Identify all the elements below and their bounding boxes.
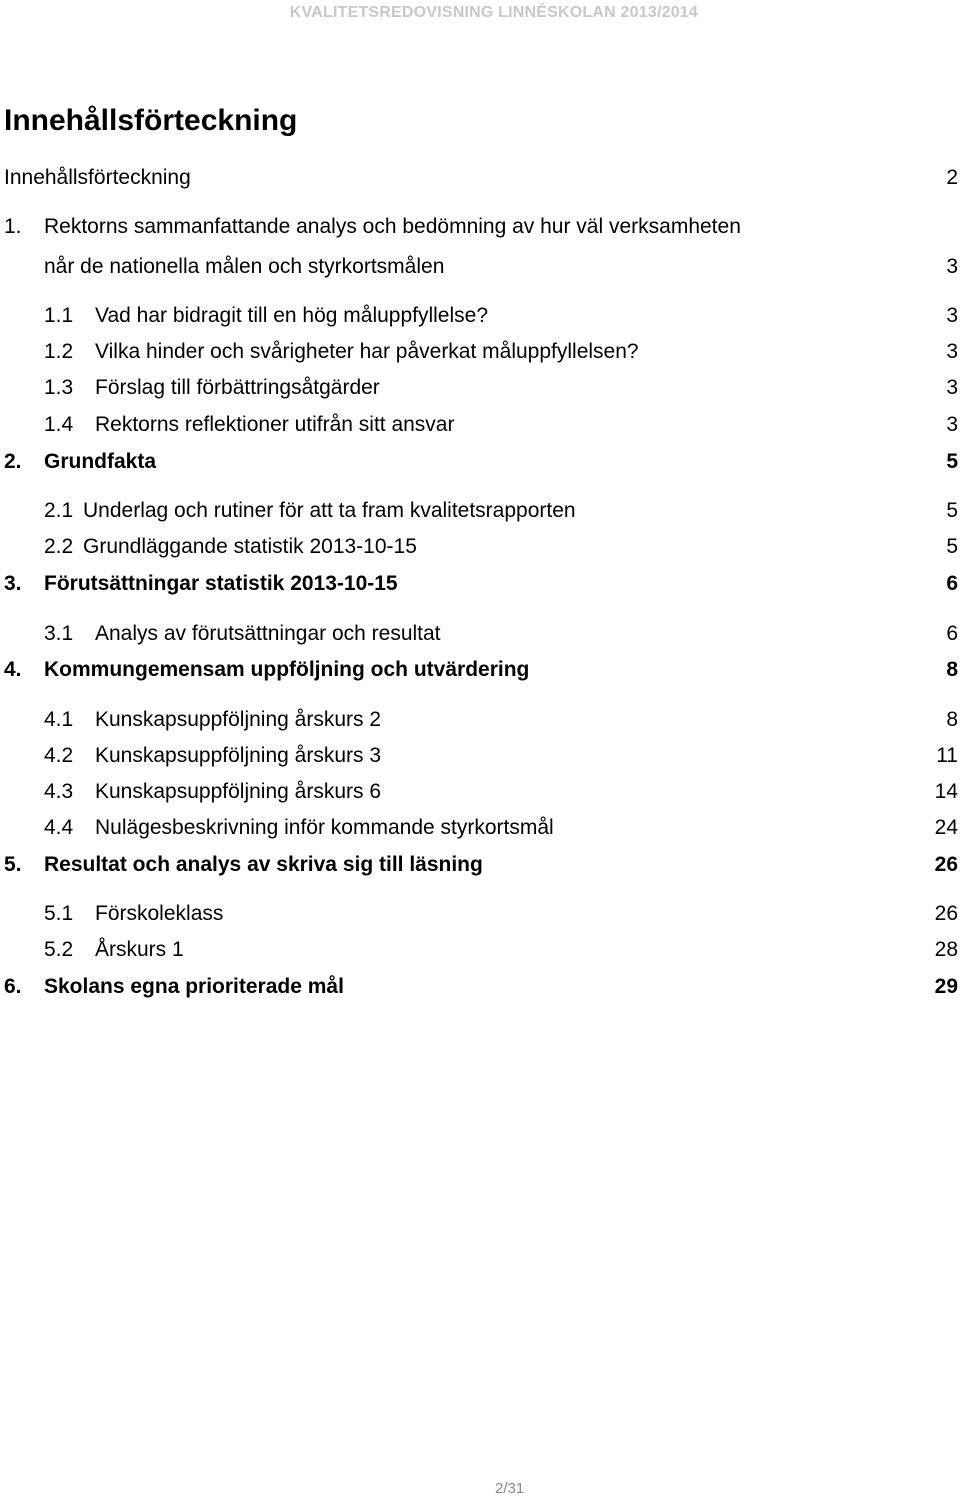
toc-entry[interactable]	[0, 374, 960, 402]
toc-entry-page: 5	[946, 499, 958, 522]
toc-entry-page: 8	[946, 658, 958, 681]
toc-entry-title: Kommungemensam uppföljning och utvärdering	[44, 658, 530, 681]
toc-entry[interactable]	[0, 570, 960, 598]
toc-entry-title: Nulägesbeskrivning inför kommande styrkortsmål	[95, 816, 554, 839]
toc-entry[interactable]	[0, 706, 960, 734]
toc-entry[interactable]	[0, 338, 960, 366]
toc-entry-number: 4.2	[44, 744, 74, 767]
toc-entry-number: 3.	[4, 572, 22, 595]
toc-entry[interactable]	[0, 253, 960, 281]
toc-entry-page: 28	[934, 938, 958, 961]
toc-entry[interactable]	[0, 411, 960, 439]
toc-entry-number: 4.1	[44, 708, 74, 731]
toc-entry-page: 5	[946, 450, 958, 473]
toc-entry-page: 14	[934, 780, 958, 803]
toc-entry[interactable]	[0, 302, 960, 330]
toc-entry[interactable]	[0, 900, 960, 928]
toc-entry-page: 26	[934, 853, 958, 876]
toc-entry-page: 2	[946, 166, 958, 189]
toc-entry[interactable]	[0, 936, 960, 964]
toc-entry[interactable]	[0, 213, 960, 241]
toc-entry-title: Rektorns reflektioner utifrån sitt ansvar	[95, 413, 455, 436]
running-header: KVALITETSREDOVISNING LINNÉSKOLAN 2013/2014	[289, 4, 698, 21]
toc-entry[interactable]	[0, 851, 960, 879]
toc-heading: Innehållsförteckning	[4, 104, 298, 137]
toc-entry-title: Innehållsförteckning	[4, 166, 191, 189]
toc-entry-page: 3	[946, 304, 958, 327]
toc-entry-title: Analys av förutsättningar och resultat	[95, 622, 441, 645]
toc-entry-page: 3	[946, 376, 958, 399]
toc-entry-title: Förskoleklass	[95, 902, 224, 925]
toc-entry[interactable]	[0, 778, 960, 806]
toc-entry-number: 4.3	[44, 780, 74, 803]
toc-entry[interactable]	[0, 448, 960, 476]
toc-entry-number: 5.2	[44, 938, 74, 961]
toc-entry-page: 3	[946, 413, 958, 436]
toc-entry-number: 4.	[4, 658, 22, 681]
toc-entry-number: 5.1	[44, 902, 74, 925]
toc-entry[interactable]	[0, 620, 960, 648]
toc-entry-page: 3	[946, 255, 958, 278]
toc-entry-number: 1.3	[44, 376, 74, 399]
toc-entry-number: 1.	[4, 215, 22, 238]
toc-entry-title: Underlag och rutiner för att ta fram kvalitetsrapporten	[83, 499, 576, 522]
toc-entry-page: 26	[934, 902, 958, 925]
toc-entry-number: 2.	[4, 450, 22, 473]
toc-entry[interactable]	[0, 656, 960, 684]
toc-entry-title: Grundläggande statistik 2013-10-15	[83, 535, 417, 558]
toc-entry-page: 3	[946, 340, 958, 363]
toc-entry-title: Rektorns sammanfattande analys och bedömning av hur väl verksamheten	[44, 215, 741, 238]
toc-entry[interactable]	[0, 814, 960, 842]
toc-entry-title: Förutsättningar statistik 2013-10-15	[44, 572, 398, 595]
toc-entry-page: 29	[934, 975, 958, 998]
toc-entry-title: Kunskapsuppföljning årskurs 3	[95, 744, 382, 767]
toc-entry-title: Förslag till förbättringsåtgärder	[95, 376, 380, 399]
toc-entry-title: Kunskapsuppföljning årskurs 6	[95, 780, 382, 803]
toc-entry-number: 6.	[4, 975, 22, 998]
toc-entry-number: 2.2	[44, 535, 74, 558]
toc-entry-title: Grundfakta	[44, 450, 157, 473]
toc-entry-title: Kunskapsuppföljning årskurs 2	[95, 708, 382, 731]
toc-entry-number: 1.2	[44, 340, 74, 363]
toc-entry-number: 1.4	[44, 413, 74, 436]
toc-entry[interactable]	[0, 973, 960, 1001]
toc-entry[interactable]	[0, 497, 960, 525]
toc-entry-number: 5.	[4, 853, 22, 876]
toc-entry-page: 24	[934, 816, 958, 839]
toc-entry[interactable]	[0, 742, 960, 770]
toc-entry-number: 1.1	[44, 304, 74, 327]
toc-entry-number: 2.1	[44, 499, 74, 522]
toc-entry[interactable]	[0, 533, 960, 561]
page-indicator: 2/31	[495, 1480, 525, 1497]
toc-entry-title: Skolans egna prioriterade mål	[44, 975, 344, 998]
toc-entry-title: Vad har bidragit till en hög måluppfyllelse?	[95, 304, 489, 327]
toc-entry-title: Årskurs 1	[95, 938, 184, 961]
toc-entry[interactable]	[0, 164, 960, 192]
toc-entry-page: 5	[946, 535, 958, 558]
toc-entry-page: 11	[936, 744, 958, 767]
toc-entry-title: når de nationella målen och styrkortsmålen	[44, 255, 445, 278]
toc-entry-title: Vilka hinder och svårigheter har påverkat måluppfyllelsen?	[95, 340, 639, 363]
toc-entry-number: 3.1	[44, 622, 74, 645]
toc-entry-title: Resultat och analys av skriva sig till läsning	[44, 853, 483, 876]
toc-entry-page: 6	[946, 622, 958, 645]
toc-entry-page: 6	[946, 572, 958, 595]
toc-entry-page: 8	[946, 708, 958, 731]
toc-entry-number: 4.4	[44, 816, 74, 839]
